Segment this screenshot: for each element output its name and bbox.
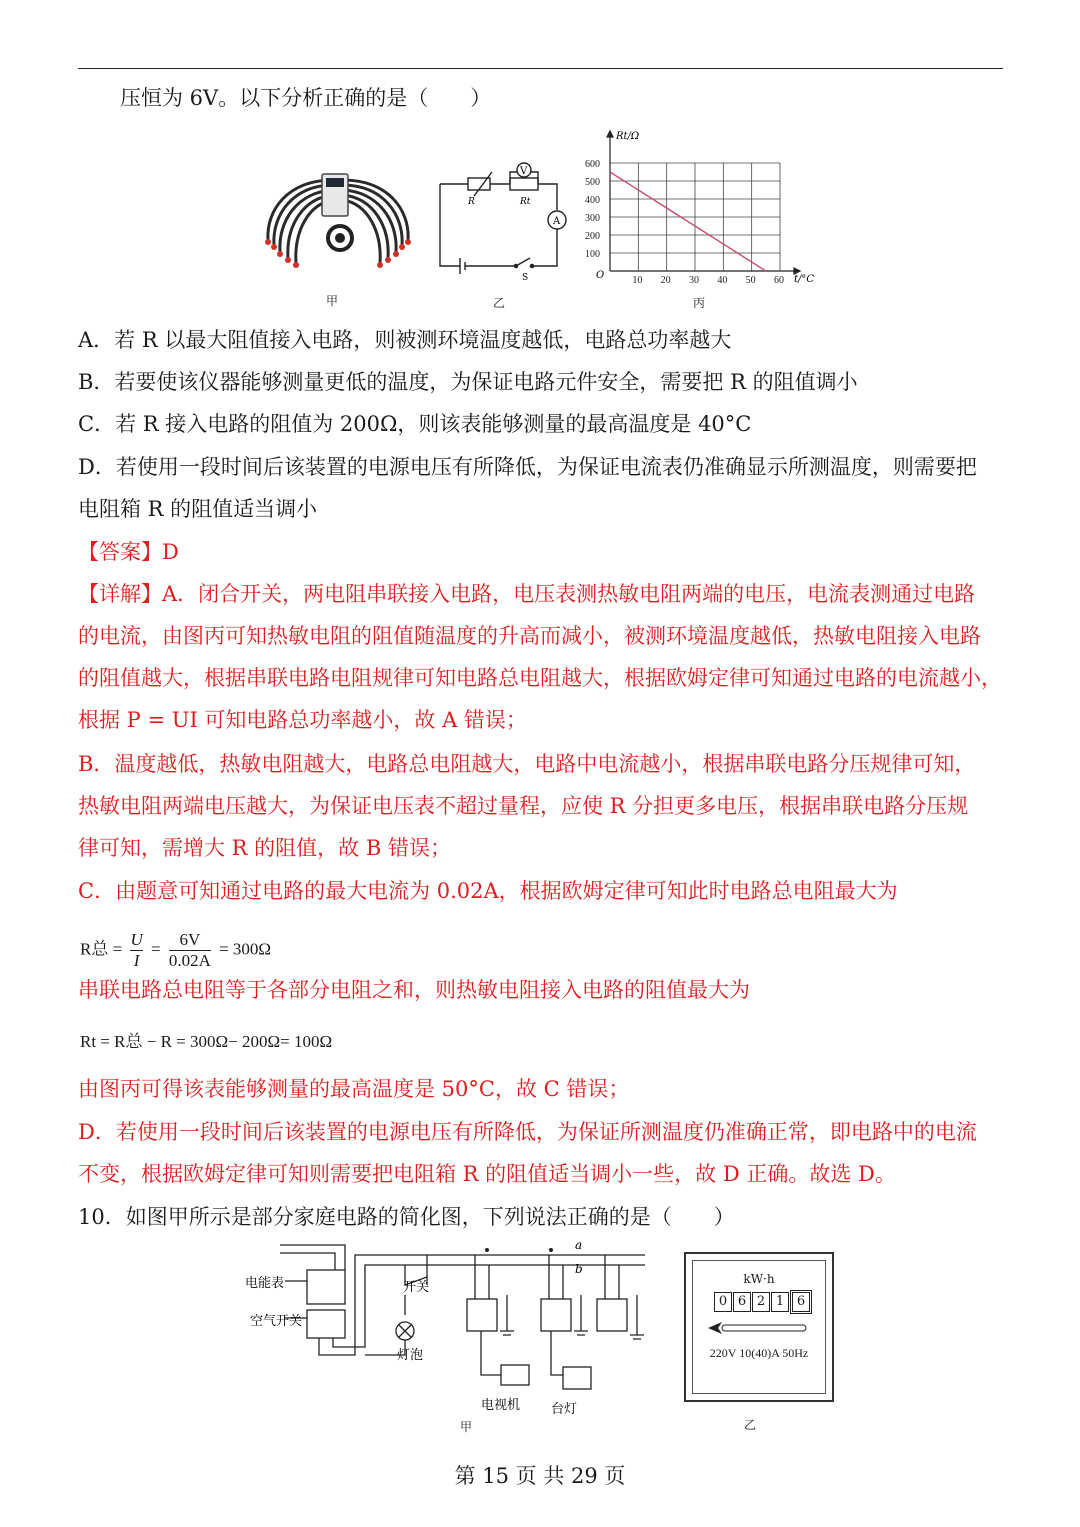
meter-digit: 1: [771, 1292, 789, 1312]
wire-b-label: b: [575, 1262, 583, 1276]
formula1-lhs: R总 =: [80, 939, 123, 959]
chart-xtick-label: 50: [745, 275, 756, 286]
circuit-diagram: [432, 152, 572, 282]
detail-c-2: 串联电路总电阻等于各部分电阻之和，则热敏电阻接入电路的阻值最大为: [78, 978, 750, 1002]
formula1-rhs: = 300Ω: [219, 939, 272, 959]
detail-d-2: 不变，根据欧姆定律可知则需要把电阻箱 R 的阻值适当调小一些，故 D 正确。故选 D。: [78, 1162, 896, 1186]
meter-unit: kW·h: [743, 1272, 775, 1286]
option-d-line1: D．若使用一段时间后该装置的电源电压有所降低，为保证电流表仍准确显示所测温度，则需要把: [78, 455, 977, 479]
formula-rt: Rt = R总 − R = 300Ω− 200Ω= 100Ω: [80, 1032, 333, 1051]
detail-a-3: 的阻值越大，根据串联电路电阻规律可知电路总电阻越大，根据欧姆定律可知通过电路的电流越小，: [78, 666, 1002, 690]
page-footer: 第 15 页 共 29 页: [454, 1464, 626, 1488]
breaker-label: 空气开关: [250, 1314, 303, 1329]
switch-label: 开关: [403, 1280, 430, 1295]
fraction-values: [169, 930, 211, 971]
home-circuit-diagram: [245, 1235, 665, 1435]
detail-b-1: B．温度越低，热敏电阻越大，电路总电阻越大，电路中电流越小，根据串联电路分压规律可知，: [78, 752, 976, 776]
detail-c-3: 由图丙可得该表能够测量的最高温度是 50°C，故 C 错误；: [78, 1077, 630, 1101]
detail-a-2: 的电流，由图丙可知热敏电阻的阻值随温度的升高而减小，被测环境温度越低，热敏电阻接入电路: [78, 624, 981, 648]
label-S: S: [522, 273, 529, 282]
label-Rt: Rt: [520, 197, 531, 207]
chart-origin: O: [596, 270, 605, 281]
meter-label: 电能表: [245, 1276, 285, 1291]
chart-series-line: [610, 172, 766, 271]
fraction-u: U: [130, 930, 143, 949]
option-c: C．若 R 接入电路的阻值为 200Ω，则该表能够测量的最高温度是 40°C: [78, 412, 752, 436]
option-b: B．若要使该仪器能够测量更低的温度，为保证电路元件安全，需要把 R 的阻值调小: [78, 370, 858, 394]
option-d-line2: 电阻箱 R 的阻值适当调小: [78, 497, 318, 521]
chart-xtick-label: 40: [717, 275, 728, 286]
bulb-label: 灯泡: [397, 1348, 424, 1363]
fraction-6v: 6V: [169, 930, 211, 951]
chart-xtick-label: 30: [689, 275, 699, 286]
detail-b-2: 热敏电阻两端电压越大，为保证电压表不超过量程，应使 R 分担更多电压，根据串联电路分压规: [78, 794, 969, 818]
chart-ytick-label: 600: [585, 159, 600, 170]
caption-jia-1: 甲: [326, 294, 339, 308]
wire-a-label: a: [575, 1238, 583, 1252]
energy-meter: [684, 1252, 834, 1402]
caption-jia-2: 甲: [460, 1420, 473, 1434]
chart-ytick-label: 400: [585, 195, 600, 206]
meter-digit: 2: [752, 1292, 770, 1312]
meter-digit-row: [714, 1292, 811, 1312]
detail-a-4: 根据 P = UI 可知电路总功率越小，故 A 错误；: [78, 708, 527, 732]
meter-digit: 6: [792, 1292, 810, 1312]
chart-ytick-label: 500: [585, 177, 600, 188]
option-a: A．若 R 以最大阻值接入电路，则被测环境温度越低，电路总功率越大: [78, 328, 732, 352]
detail-b-3: 律可知，需增大 R 的阻值，故 B 错误；: [78, 836, 451, 860]
chart-xtick-label: 10: [632, 275, 643, 286]
chart-xtick-label: 60: [774, 275, 784, 286]
fraction-i: I: [133, 951, 140, 970]
caption-yi-2: 乙: [744, 1418, 757, 1432]
header-rule: [78, 68, 1003, 69]
rt-temperature-chart: [580, 125, 830, 290]
detail-d-1: D．若使用一段时间后该装置的电源电压有所降低，为保证所测温度仍准确正常，即电路中的电流: [78, 1120, 977, 1144]
label-A: A: [553, 216, 561, 227]
chart-xlabel: t/°C: [794, 274, 815, 285]
meter-digit: 0: [714, 1292, 732, 1312]
question-10: 10．如图甲所示是部分家庭电路的简化图，下列说法正确的是（ ）: [78, 1205, 735, 1229]
chart-ytick-label: 200: [585, 231, 600, 242]
label-R: R: [468, 197, 475, 207]
meter-arrow-icon: [706, 1320, 812, 1336]
detail-a-1: 【详解】A．闭合开关，两电阻串联接入电路，电压表测热敏电阻两端的电压，电流表测通过电路: [78, 582, 976, 606]
tv-label: 电视机: [481, 1398, 521, 1413]
thermometer-photo: [258, 160, 418, 275]
chart-ylabel: Rt/Ω: [616, 131, 640, 142]
chart-y-arrow: [607, 131, 613, 137]
chart-xtick-label: 20: [660, 275, 671, 286]
formula-total-resistance: R总 = $\frac{U}{I}$ = $\frac{6V}{0.02A}$ = 300Ω: [80, 930, 272, 970]
meter-spec: 220V 10(40)A 50Hz: [709, 1346, 809, 1360]
question-intro: 压恒为 6V。以下分析正确的是（ ）: [120, 86, 492, 110]
caption-yi-1: 乙: [493, 296, 506, 310]
detail-c-1: C．由题意可知通过电路的最大电流为 0.02A，根据欧姆定律可知此时电路总电阻最大为: [78, 879, 898, 903]
desk-lamp-label: 台灯: [551, 1402, 578, 1417]
answer: 【答案】D: [78, 540, 179, 564]
fraction-u-i: [130, 930, 142, 971]
chart-ytick-label: 300: [585, 213, 600, 224]
caption-bing-1: 丙: [693, 296, 706, 310]
chart-ytick-label: 100: [585, 249, 600, 260]
fraction-002a: 0.02A: [168, 951, 211, 970]
meter-digit: 6: [733, 1292, 751, 1312]
label-V: V: [520, 166, 528, 177]
